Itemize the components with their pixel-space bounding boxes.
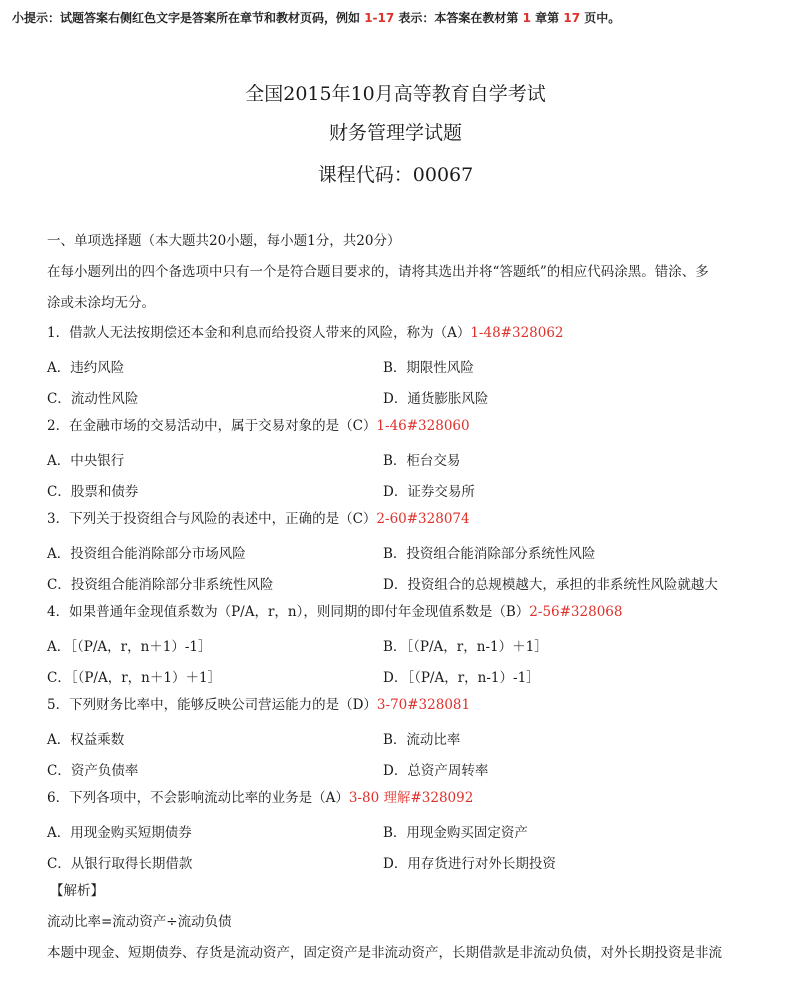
- question-stem: [47, 697, 470, 713]
- question-stem: [47, 604, 622, 620]
- tip-prefix: 小提示：试题答案右侧红色文字是答案所在章节和教材页码，例如: [12, 11, 361, 25]
- tip-middle: 表示：本答案在教材第: [398, 11, 519, 25]
- question-text: 4．如果普通年金现值系数为（P/A，r，n），则同期的即付年金现值系数是（B）: [47, 604, 530, 620]
- section-instruction: 在每小题列出的四个备选项中只有一个是符合题目要求的，请将其选出并将“答题纸”的相应代码涂黑。错涂、多: [47, 264, 709, 280]
- section-heading: 一、单项选择题（本大题共20小题，每小题1分，共20分）: [47, 233, 401, 249]
- tip-chapter: 1: [522, 11, 531, 25]
- option-b: B．［（P/A，r，n-1）＋1］: [383, 639, 548, 655]
- question-text: 2．在金融市场的交易活动中，属于交易对象的是（C）: [47, 418, 377, 434]
- analysis-heading: 【解析】: [50, 883, 104, 899]
- option-d: D．［（P/A，r，n-1）-1］: [383, 670, 540, 686]
- tip-banner: [12, 9, 620, 26]
- analysis-text: 本题中现金、短期债券、存货是流动资产，固定资产是非流动资产，长期借款是非流动负债，对外长期投资是非流: [47, 945, 722, 961]
- option-d: D．投资组合的总规模越大，承担的非系统性风险就越大: [383, 577, 718, 593]
- tip-chapter-suffix: 章第: [535, 11, 560, 25]
- option-c: C．从银行取得长期借款: [47, 856, 193, 872]
- option-b: B．流动比率: [383, 732, 461, 748]
- option-b: B．用现金购买固定资产: [383, 825, 528, 841]
- question-text: 3．下列关于投资组合与风险的表述中，正确的是（C）: [47, 511, 377, 527]
- option-a: A．［（P/A，r，n＋1）-1］: [47, 639, 212, 655]
- question-stem: [47, 325, 564, 341]
- option-b: B．期限性风险: [383, 360, 474, 376]
- question-stem: [47, 418, 470, 434]
- option-c: C．［（P/A，r，n＋1）＋1］: [47, 670, 222, 686]
- question-text: 6．下列各项中，不会影响流动比率的业务是（A）: [47, 790, 349, 806]
- exam-title: 全国2015年10月高等教育自学考试: [245, 83, 546, 105]
- option-c: C．投资组合能消除部分非系统性风险: [47, 577, 274, 593]
- option-d: D．用存货进行对外长期投资: [383, 856, 556, 872]
- option-a: A．权益乘数: [47, 732, 125, 748]
- subject-title: 财务管理学试题: [328, 122, 462, 144]
- option-a: A．中央银行: [47, 453, 125, 469]
- question-text: 5．下列财务比率中，能够反映公司营运能力的是（D）: [47, 697, 377, 713]
- question-stem: [47, 511, 470, 527]
- tip-example: 1-17: [364, 11, 395, 25]
- option-b: B．投资组合能消除部分系统性风险: [383, 546, 596, 562]
- option-b: B．柜台交易: [383, 453, 461, 469]
- option-c: C．资产负债率: [47, 763, 139, 779]
- answer-ref: 3-80 理解#328092: [348, 790, 474, 806]
- option-c: C．股票和债券: [47, 484, 139, 500]
- question-text: 1．借款人无法按期偿还本金和利息而给投资人带来的风险，称为（A）: [47, 325, 471, 341]
- answer-ref: 2-56#328068: [529, 604, 623, 620]
- option-a: A．违约风险: [47, 360, 125, 376]
- section-instruction-cont: 涂或未涂均无分。: [47, 295, 155, 311]
- answer-ref: 2-60#328074: [376, 511, 470, 527]
- option-a: A．投资组合能消除部分市场风险: [47, 546, 246, 562]
- option-d: D．通货膨胀风险: [383, 391, 489, 407]
- question-stem: [47, 790, 473, 806]
- course-code: 课程代码：00067: [317, 164, 474, 186]
- option-d: D．证券交易所: [383, 484, 475, 500]
- option-d: D．总资产周转率: [383, 763, 489, 779]
- answer-ref: 1-46#328060: [376, 418, 470, 434]
- option-c: C．流动性风险: [47, 391, 139, 407]
- option-a: A．用现金购买短期债券: [47, 825, 192, 841]
- tip-page: 17: [563, 11, 581, 25]
- answer-ref: 1-48#328062: [470, 325, 564, 341]
- answer-ref: 3-70#328081: [376, 697, 471, 713]
- analysis-formula: 流动比率=流动资产÷流动负债: [47, 914, 232, 930]
- tip-page-suffix: 页中。: [584, 11, 621, 25]
